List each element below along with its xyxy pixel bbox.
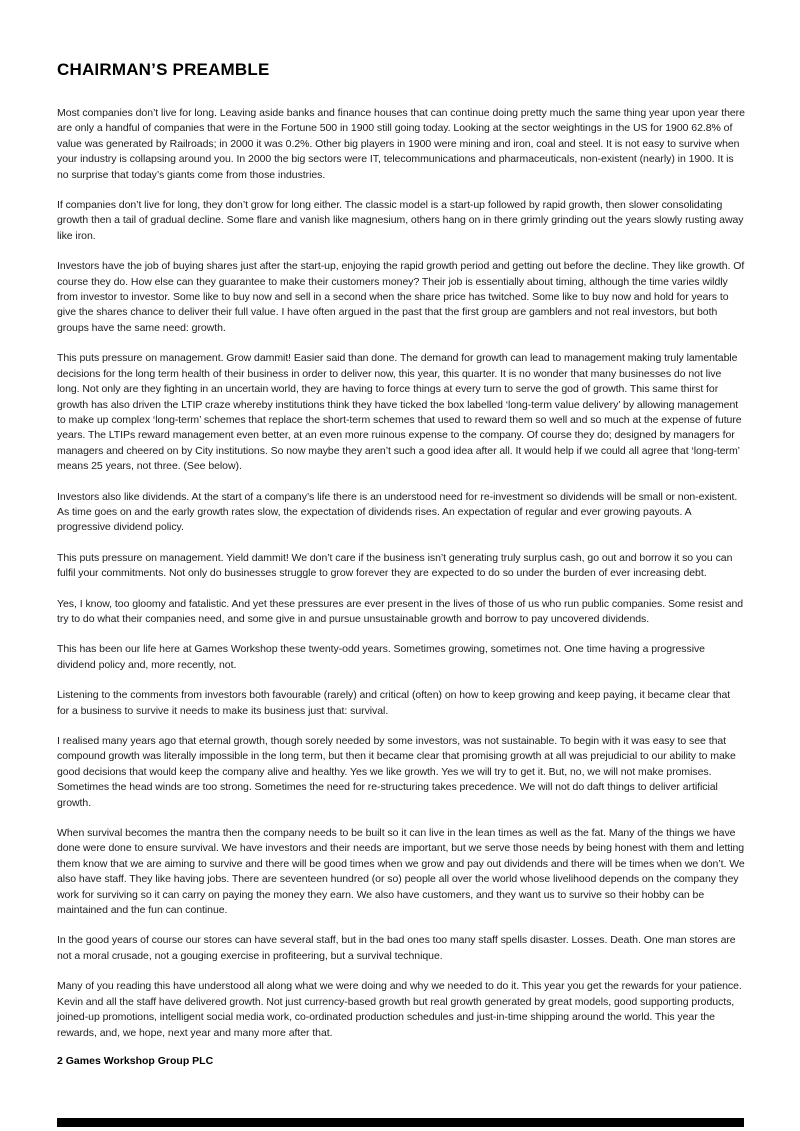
paragraph: This has been our life here at Games Workshop these twenty-odd years. Sometimes growing, sometimes not. One time having a progressive dividend policy and, more recently, not. (57, 643, 705, 671)
paragraph: I realised many years ago that eternal growth, though sorely needed by some investors, was not sustainable. To begin with it was easy to see that compound growth was literally impossible in the long term, but then it became clear that promising growth at all was prejudicial to our ability to make good decisions that would keep the company alive and healthy. Yes we like growth. Yes we will try to get it. But, no, we will not make promises. Sometimes the head winds are too strong. Sometimes the need for re-structuring takes precedence. We will not do daft things to deliver artificial growth. (57, 735, 736, 809)
paragraph: This puts pressure on management. Grow dammit! Easier said than done. The demand for growth can lead to management making truly lamentable decisions for the long term health of their business in order to deliver now, this year, this quarter. It is no wonder that many businesses do not live long. Not only are they fighting in an uncertain world, they are having to force things at every turn to serve the god of growth. This same thirst for growth has also driven the LTIP craze whereby institutions think they have ticked the box labelled ‘long-term value delivery’ by allowing management to make up complex ‘long-term’ schemes that replace the short-term schemes that used to reward them so well and so much at the expense of future years. The LTIPs reward management even better, at an even more ruinous expense to the company. Of course they do; designed by managers for managers and cheered on by City institutions. So now maybe they aren’t such a good idea after all. It would help if we could all agree that ‘long-term’ means 25 years, not three. (See below). (57, 352, 742, 473)
paragraph: This puts pressure on management. Yield dammit! We don’t care if the business isn’t generating truly surplus cash, go out and borrow it so you can fulfil your commitments. Not only do businesses struggle to grow forever they are expected to do so under the burden of ever increasing debt. (57, 551, 733, 580)
page-footer: 2 Games Workshop Group PLC (57, 1055, 214, 1067)
paragraph: When survival becomes the mantra then the company needs to be built so it can live in the lean times as well as the fat. Many of the things we have done were done to ensure survival. We have investors and their needs are important, but we serve those needs by being honest with them and letting them know that we are aiming to survive and there will be good times when we grow and pay out dividends and there will be times when we don’t. We also have staff. They like having jobs. There are seventeen hundred (or so) people all over the world whose livelihood depends on the company they work for surviving so it can carry on paying the money they earn. We also have customers, and they want us to survive so their hobby can be maintained and the fun can continue. (57, 827, 745, 917)
paragraph: Investors also like dividends. At the start of a company’s life there is an understood need for re-investment so dividends will be small or non-existent. As time goes on and the early growth rates slow, the expectation of dividends rises. An expectation of regular and ever growing payouts. A progressive dividend policy. (57, 490, 738, 534)
paragraph: Many of you reading this have understood all along what we were doing and why we needed to do it. This year you get the rewards for your patience. Kevin and all the staff have delivered growth. Not just currency-based growth but real growth generated by great models, good supporting products, joined-up promotions, intelligent social media work, co-ordinated production schedules and just-in-time shipping around the world. This year the rewards, and, we hope, next year and many more after that. (57, 980, 742, 1039)
page-title: CHAIRMAN’S PREAMBLE (57, 60, 270, 79)
footer-bar (57, 1118, 744, 1127)
paragraph: Yes, I know, too gloomy and fatalistic. And yet these pressures are ever present in the lives of those of us who run public companies. Some resist and try to do what their companies need, and some give in and pursue unsustainable growth and borrow to pay uncovered dividends. (57, 597, 744, 625)
page-content (57, 60, 745, 1056)
paragraph: If companies don’t live for long, they don’t grow for long either. The classic model is a start-up followed by rapid growth, then slower consolidating growth then a tail of gradual decline. Some flare and vanish like magnesium, others hang on in there grimly grinding out the years slowly rusting away like iron. (57, 199, 744, 242)
paragraph: Most companies don’t live for long. Leaving aside banks and finance houses that can continue doing pretty much the same thing year upon year there are only a handful of companies that were in the Fortune 500 in 1900 still going today. Looking at the sector weightings in the US for 1900 62.8% of value was generated by Railroads; in 2000 it was 0.2%. Other big players in 1900 were mining and iron, coal and steel. It is not easy to survive when your industry is collapsing around you. In 2000 the big sectors were IT, telecommunications and pharmaceuticals, non-existent (nearly) in 1900. It is no surprise that today’s giants come from those industries. (57, 107, 745, 181)
body-paragraphs (57, 106, 745, 1041)
paragraph: In the good years of course our stores can have several staff, but in the bad ones too many staff spells disaster. Losses. Death. One man stores are not a moral crusade, not a gouging exercise in profiteering, but a survival technique. (57, 934, 736, 962)
paragraph: Investors have the job of buying shares just after the start-up, enjoying the rapid growth period and getting out before the decline. They like growth. Of course they do. How else can they guarantee to make their customers money? Their job is essentially about timing, although the time varies wildly from investor to investor. Some like to buy now and sell in a second when the share price has twitched. Some like to buy now and hold for years to give the shares chance to deliver their full value. I have often argued in the past that the first group are gamblers and not real investors, but both groups have the same need: growth. (57, 260, 745, 334)
paragraph: Listening to the comments from investors both favourable (rarely) and critical (often) on how to keep growing and keep paying, it became clear that for a business to survive it needs to make its business just that: survival. (57, 689, 731, 717)
